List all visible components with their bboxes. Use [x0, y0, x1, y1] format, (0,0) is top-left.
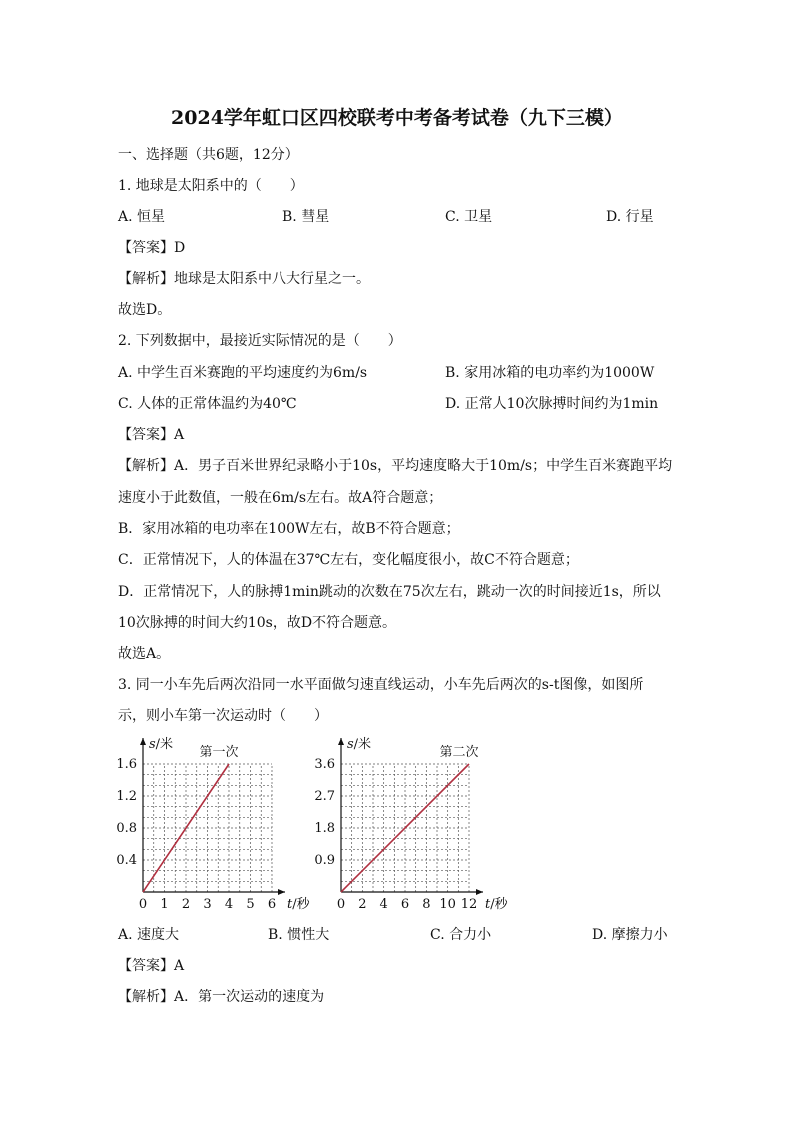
x-tick-label: 6	[400, 897, 410, 912]
y-axis-arrow	[338, 738, 344, 745]
q3-stem-line: 3. 同一小车先后两次沿同一水平面做匀速直线运动，小车先后两次的s-t图像，如图所	[118, 677, 644, 693]
st-chart-second	[300, 733, 520, 918]
x-tick-label: 8	[422, 897, 431, 912]
q2-answer: 【答案】A	[118, 427, 185, 443]
q2-option-a: A. 中学生百米赛跑的平均速度约为6m/s	[118, 365, 368, 381]
x-tick-label: 3	[203, 897, 212, 912]
q3-option-a: A. 速度大	[118, 927, 180, 943]
y-axis-label: s/米	[149, 737, 174, 752]
q2-analysis-line: B．家用冰箱的电功率在100W左右，故B不符合题意；	[118, 521, 460, 537]
q2-analysis-line: 速度小于此数值，一般在6m/s左右。故A符合题意；	[118, 490, 443, 506]
q3-option-b: B. 惯性大	[268, 927, 330, 943]
q3-stem-line: 示，则小车第一次运动时（ ）	[118, 708, 328, 724]
series-title: 第二次	[439, 745, 479, 760]
q2-conclusion: 故选A。	[118, 646, 171, 662]
y-axis-label: s/米	[347, 737, 372, 752]
x-tick-label: 2	[181, 897, 191, 912]
q2-analysis-line: 【解析】A．男子百米世界纪录略小于10s，平均速度略大于10m/s；中学生百米赛跑平均	[118, 458, 673, 474]
q1-option-b: B. 彗星	[282, 209, 330, 225]
q1-stem: 1. 地球是太阳系中的（ ）	[118, 178, 304, 194]
q1-option-c: C. 卫星	[445, 209, 493, 225]
y-tick-label: 1.2	[116, 789, 137, 804]
q3-option-d: D. 摩擦力小	[592, 927, 668, 943]
series-title: 第一次	[199, 745, 239, 760]
q2-option-b: B. 家用冰箱的电功率约为1000W	[445, 365, 655, 381]
x-tick-label: 4	[224, 897, 234, 912]
x-axis-arrow	[476, 889, 483, 895]
q1-option-d: D. 行星	[606, 209, 654, 225]
q1-answer: 【答案】D	[118, 240, 186, 256]
q2-analysis-line: C．正常情况下，人的体温在37℃左右，变化幅度很小，故C不符合题意；	[118, 552, 579, 568]
x-tick-label: 5	[246, 897, 255, 912]
q3-analysis: 【解析】A．第一次运动的速度为	[118, 989, 325, 1005]
page-title: 2024学年虹口区四校联考中考备考试卷（九下三模）	[171, 107, 623, 129]
q1-option-a: A. 恒星	[118, 209, 166, 225]
q2-analysis-line: 10次脉搏的时间大约10s，故D不符合题意。	[118, 615, 397, 631]
q2-option-d: D. 正常人10次脉搏时间约为1min	[445, 396, 659, 412]
x-axis-label: t/秒	[485, 897, 508, 912]
x-tick-label: 1	[160, 897, 169, 912]
q1-conclusion: 故选D。	[118, 302, 172, 318]
x-tick-label: 6	[267, 897, 277, 912]
y-tick-label: 0.8	[116, 821, 137, 836]
x-tick-label: 10	[439, 897, 456, 912]
x-axis-label: t/秒	[287, 897, 310, 912]
y-tick-label: 0.4	[116, 853, 137, 868]
x-tick-label: 0	[138, 897, 148, 912]
x-axis-arrow	[278, 889, 285, 895]
y-tick-label: 2.7	[314, 789, 335, 804]
x-tick-label: 4	[379, 897, 388, 912]
section-heading: 一、选择题（共6题，12分）	[118, 147, 299, 163]
q3-answer: 【答案】A	[118, 958, 185, 974]
x-tick-label: 0	[336, 897, 346, 912]
q2-option-c: C. 人体的正常体温约为40℃	[118, 396, 297, 412]
y-tick-label: 3.6	[314, 757, 335, 772]
y-axis-arrow	[140, 738, 146, 745]
y-tick-label: 1.8	[314, 821, 335, 836]
y-tick-label: 1.6	[116, 757, 137, 772]
y-tick-label: 0.9	[314, 853, 335, 868]
q1-analysis: 【解析】地球是太阳系中八大行星之一。	[118, 271, 370, 287]
x-tick-label: 12	[460, 897, 478, 912]
st-chart-first	[110, 733, 310, 918]
q3-option-c: C. 合力小	[430, 927, 492, 943]
q2-stem: 2. 下列数据中，最接近实际情况的是（ ）	[118, 333, 402, 349]
x-tick-label: 2	[358, 897, 367, 912]
q2-analysis-line: D．正常情况下，人的脉搏1min跳动的次数在75次左右，跳动一次的时间接近1s，所以	[118, 584, 661, 600]
